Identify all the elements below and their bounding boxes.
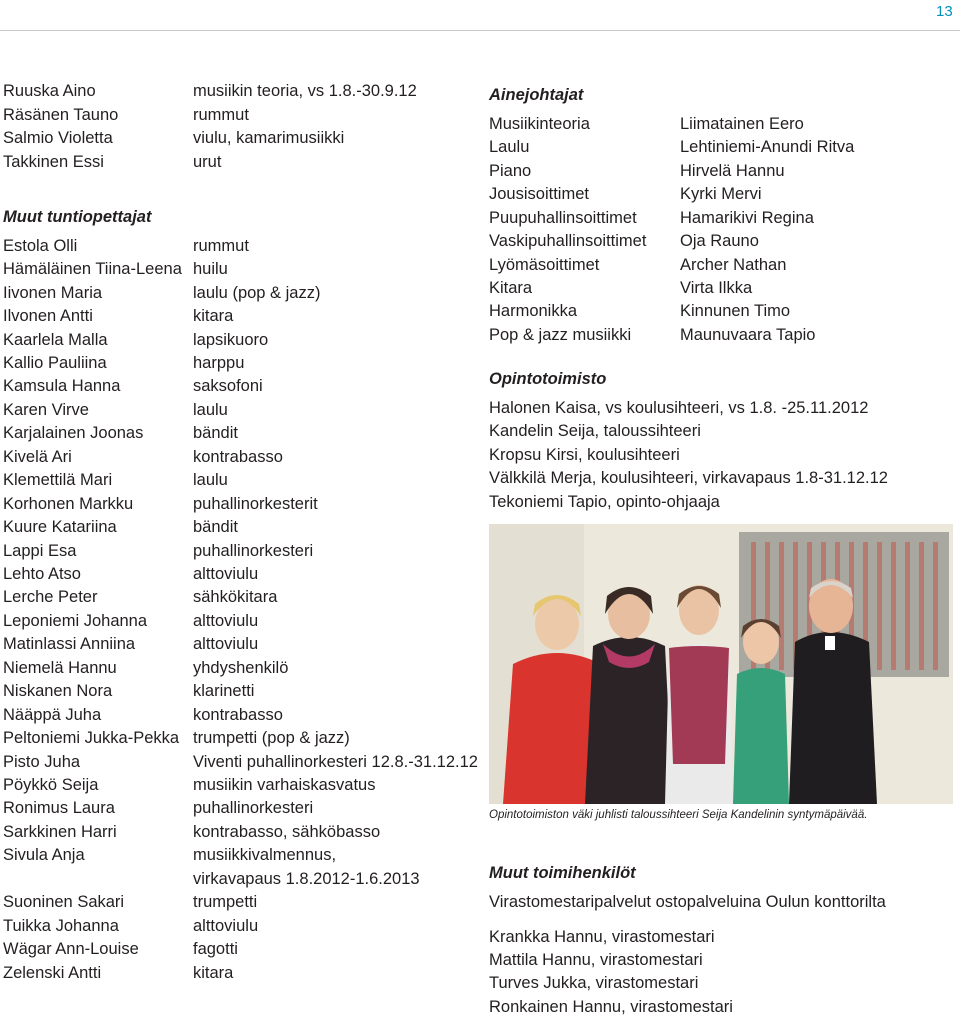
- subject-label: Pop & jazz musiikki: [489, 326, 632, 344]
- subject-leader-name: Virta Ilkka: [680, 279, 753, 297]
- staff-role: musiikin teoria, vs 1.8.-30.9.12: [193, 82, 417, 100]
- teacher-name: Karjalainen Joonas: [3, 424, 144, 442]
- staff-role: rummut: [193, 106, 249, 124]
- staff-role: viulu, kamarimusiikki: [193, 129, 345, 147]
- subject-label: Kitara: [489, 279, 533, 297]
- teacher-role: musiikkivalmennus,: [193, 846, 337, 864]
- teacher-name: Wägar Ann-Louise: [3, 940, 139, 958]
- teacher-role: laulu: [193, 401, 228, 419]
- teacher-role: alttoviulu: [193, 917, 259, 935]
- staff-name: Takkinen Essi: [3, 153, 104, 171]
- subject-leader-name: Kinnunen Timo: [680, 302, 791, 320]
- teacher-role: lapsikuoro: [193, 331, 269, 349]
- teacher-role: kitara: [193, 964, 234, 982]
- teacher-role: sähkökitara: [193, 588, 278, 606]
- subject-label: Vaskipuhallinsoittimet: [489, 232, 647, 250]
- other-staff-org: Virastomestaripalvelut ostopalveluina Oulun konttorilta: [489, 893, 886, 911]
- office-staff-item: Tekoniemi Tapio, opinto-ohjaaja: [489, 493, 720, 511]
- teacher-name: Lerche Peter: [3, 588, 98, 606]
- office-staff-item: Kandelin Seija, taloussihteeri: [489, 422, 701, 440]
- teacher-role: puhallinorkesteri: [193, 799, 314, 817]
- subject-label: Harmonikka: [489, 302, 578, 320]
- teacher-name: Sivula Anja: [3, 846, 85, 864]
- staff-name: Ruuska Aino: [3, 82, 96, 100]
- staff-name: Räsänen Tauno: [3, 106, 119, 124]
- subject-leader-name: Lehtiniemi-Anundi Ritva: [680, 138, 855, 156]
- teacher-role: kitara: [193, 307, 234, 325]
- subject-leader-name: Hamarikivi Regina: [680, 209, 814, 227]
- teacher-name: Klemettilä Mari: [3, 471, 113, 489]
- teacher-role: trumpetti (pop & jazz): [193, 729, 350, 747]
- teacher-name: Lappi Esa: [3, 542, 77, 560]
- teacher-role: alttoviulu: [193, 612, 259, 630]
- teacher-role: bändit: [193, 424, 238, 442]
- subject-leader-name: Liimatainen Eero: [680, 115, 804, 133]
- group-photo: [489, 524, 953, 804]
- teacher-role: bändit: [193, 518, 238, 536]
- teacher-name: Estola Olli: [3, 237, 78, 255]
- teacher-name: Karen Virve: [3, 401, 89, 419]
- subject-label: Lyömäsoittimet: [489, 256, 600, 274]
- janitor-item: Krankka Hannu, virastomestari: [489, 928, 715, 946]
- teacher-name: Matinlassi Anniina: [3, 635, 136, 653]
- office-staff-item: Kropsu Kirsi, koulusihteeri: [489, 446, 680, 464]
- teacher-role: puhallinorkesteri: [193, 542, 314, 560]
- janitor-item: Ronkainen Hannu, virastomestari: [489, 998, 733, 1016]
- teacher-role: harppu: [193, 354, 245, 372]
- subject-label: Musiikinteoria: [489, 115, 590, 133]
- teacher-name: Nääppä Juha: [3, 706, 102, 724]
- subject-label: Piano: [489, 162, 532, 180]
- header-rule: [0, 0, 960, 31]
- subject-label: Jousisoittimet: [489, 185, 589, 203]
- teacher-name: Tuikka Johanna: [3, 917, 119, 935]
- teacher-name: Kaarlela Malla: [3, 331, 108, 349]
- teacher-role: puhallinorkesterit: [193, 495, 318, 513]
- hourly-teachers-heading: Muut tuntiopettajat: [3, 208, 152, 226]
- teacher-name: Sarkkinen Harri: [3, 823, 117, 841]
- office-staff-item: Halonen Kaisa, vs koulusihteeri, vs 1.8. -25.11.2012: [489, 399, 869, 417]
- subject-leader-name: Oja Rauno: [680, 232, 759, 250]
- teacher-role: kontrabasso, sähköbasso: [193, 823, 381, 841]
- teacher-name: Niemelä Hannu: [3, 659, 117, 677]
- teacher-role: klarinetti: [193, 682, 255, 700]
- teacher-name: Lehto Atso: [3, 565, 81, 583]
- teacher-role: saksofoni: [193, 377, 263, 395]
- teacher-name: Kuure Katariina: [3, 518, 117, 536]
- teacher-role: alttoviulu: [193, 565, 259, 583]
- teacher-role: Viventi puhallinorkesteri 12.8.-31.12.12: [193, 753, 478, 771]
- teacher-role: musiikin varhaiskasvatus: [193, 776, 376, 794]
- subject-leader-name: Archer Nathan: [680, 256, 787, 274]
- photo-caption: Opintotoimiston väki juhlisti taloussihteeri Seija Kandelinin syntymäpäivää.: [489, 809, 868, 821]
- teacher-name: Ronimus Laura: [3, 799, 115, 817]
- subject-leader-name: Hirvelä Hannu: [680, 162, 785, 180]
- teacher-name: Kivelä Ari: [3, 448, 72, 466]
- teacher-name: Zelenski Antti: [3, 964, 102, 982]
- teacher-role: yhdyshenkilö: [193, 659, 289, 677]
- janitor-item: Mattila Hannu, virastomestari: [489, 951, 703, 969]
- janitor-item: Turves Jukka, virastomestari: [489, 974, 699, 992]
- page-number: 13: [936, 3, 953, 20]
- teacher-name: Kamsula Hanna: [3, 377, 121, 395]
- teacher-role: huilu: [193, 260, 228, 278]
- teacher-role-continued: virkavapaus 1.8.2012-1.6.2013: [193, 870, 420, 888]
- teacher-name: Pöykkö Seija: [3, 776, 99, 794]
- teacher-name: Suoninen Sakari: [3, 893, 125, 911]
- teacher-role: fagotti: [193, 940, 238, 958]
- teacher-role: alttoviulu: [193, 635, 259, 653]
- teacher-name: Iivonen Maria: [3, 284, 103, 302]
- office-staff-item: Välkkilä Merja, koulusihteeri, virkavapaus 1.8-31.12.12: [489, 469, 888, 487]
- teacher-name: Niskanen Nora: [3, 682, 113, 700]
- subject-label: Puupuhallinsoittimet: [489, 209, 637, 227]
- teacher-role: rummut: [193, 237, 249, 255]
- teacher-name: Hämäläinen Tiina-Leena: [3, 260, 182, 278]
- teacher-role: kontrabasso: [193, 448, 283, 466]
- teacher-name: Leponiemi Johanna: [3, 612, 148, 630]
- teacher-name: Korhonen Markku: [3, 495, 134, 513]
- subject-leader-name: Maunuvaara Tapio: [680, 326, 816, 344]
- staff-name: Salmio Violetta: [3, 129, 113, 147]
- teacher-name: Pisto Juha: [3, 753, 81, 771]
- teacher-name: Peltoniemi Jukka-Pekka: [3, 729, 180, 747]
- teacher-name: Ilvonen Antti: [3, 307, 93, 325]
- teacher-role: trumpetti: [193, 893, 258, 911]
- teacher-role: laulu (pop & jazz): [193, 284, 321, 302]
- teacher-role: kontrabasso: [193, 706, 283, 724]
- office-heading: Opintotoimisto: [489, 370, 607, 388]
- teacher-name: Kallio Pauliina: [3, 354, 107, 372]
- other-staff-heading: Muut toimihenkilöt: [489, 864, 636, 882]
- subject-leader-name: Kyrki Mervi: [680, 185, 762, 203]
- subject-leaders-heading: Ainejohtajat: [489, 86, 584, 104]
- teacher-role: laulu: [193, 471, 228, 489]
- staff-role: urut: [193, 153, 222, 171]
- subject-label: Laulu: [489, 138, 530, 156]
